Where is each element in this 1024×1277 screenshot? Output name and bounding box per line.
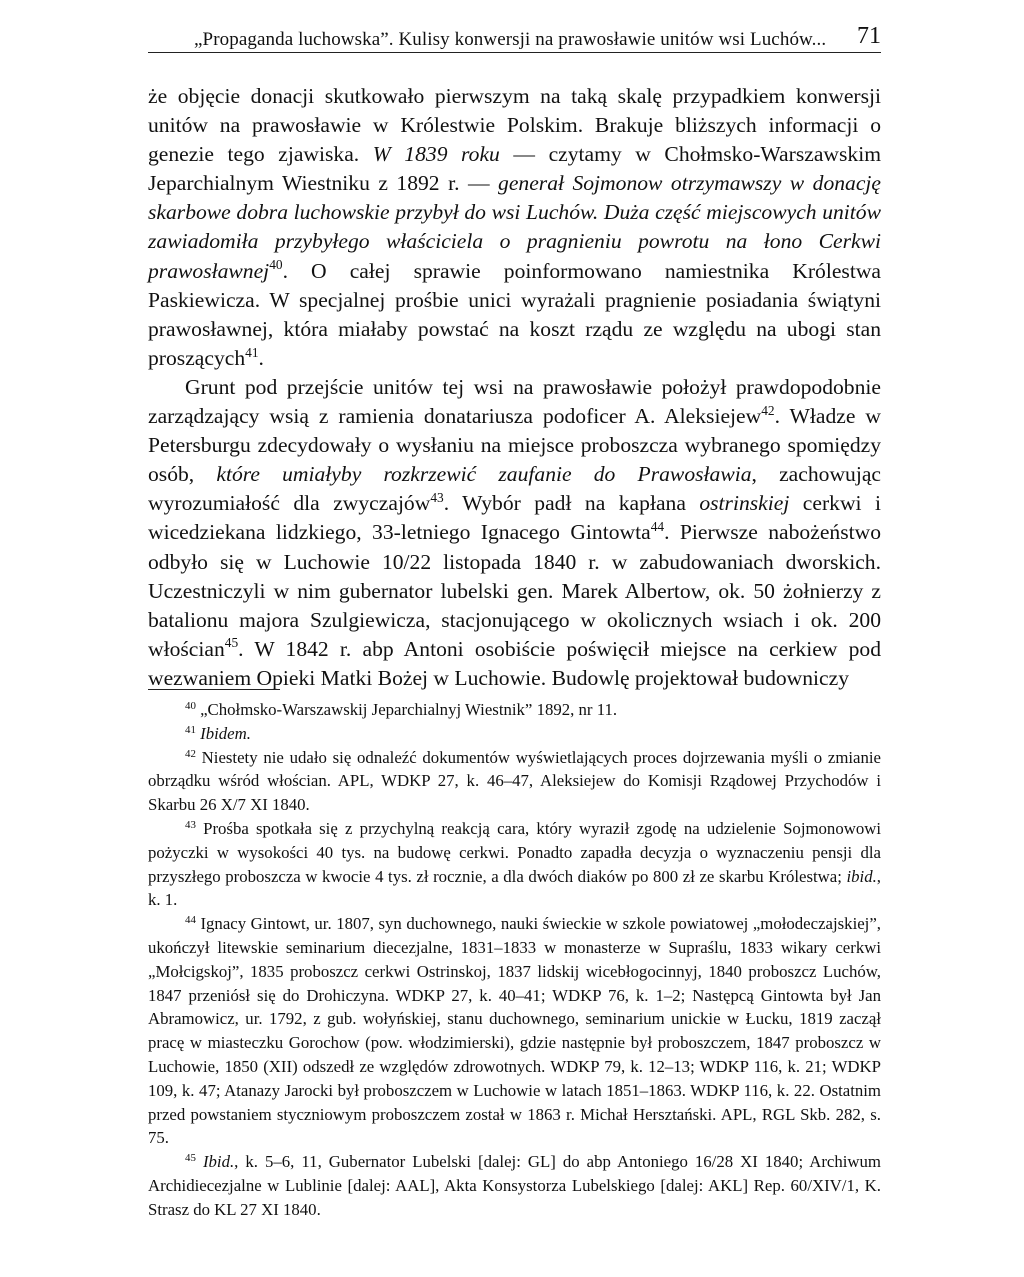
page-number: 71 [857,23,881,49]
footnote-44 [148,912,881,1150]
main-text [148,82,881,693]
paragraph [148,373,881,693]
text-run: . W 1842 r. abp Antoni osobiście poświęcił miejsce na cerkiew pod wezwaniem Opieki Matki Bożej w Luchowie. Budowlę projektował budowniczy [148,636,881,690]
footnote-number: 43 [185,818,196,831]
footnote-43 [148,817,881,912]
footnote-text: , k. 5–6, 11, Gubernator Lubelski [dalej: GL] do abp Antoniego 16/28 XI 1840; Archiwum Archidiecezjalne w Lublinie [dalej: AAL], Akta Konsystorza Lubelskiego [dalej: AKL] Rep. 60/XIV/1, K. Strasz do KL 27 XI 1840. [148,1152,881,1219]
text-run: . [258,345,264,370]
footnote-ref-43[interactable]: 43 [430,490,444,506]
footnote-number: 41 [185,723,196,736]
footnote-ref-41[interactable]: 41 [245,344,259,360]
footnote-ref-40[interactable]: 40 [269,257,283,273]
quotation-italic: które umiałyby rozkrzewić zaufanie do Prawosławia [216,462,752,487]
footnote-separator [148,689,280,690]
footnote-ref-44[interactable]: 44 [650,519,665,535]
footnote-42 [148,746,881,817]
footnote-text: Prośba spotkała się z przychylną reakcją cara, który wyraził zgodę na udzielenie Sojmonowowi pożyczki w wysokości 40 tys. na budowę cerkwi. Ponadto zapadła decyzja o wyznaczeniu pensji dla przyszłego proboszcza w kwocie 4 tys. zł rocznie, a dla dwóch diaków po 800 zł ze skarbu Królestwa; [148,818,881,886]
paragraph [148,82,881,373]
italic-run: W 1839 roku [372,142,500,167]
footnote-number: 44 [185,914,196,927]
footnote-text: Niestety nie udało się odnaleźć dokumentów wyświetlających proces dojrzewania myśli o zmianie obrządku wśród włościan. APL, WDKP 27, k. 46–47, Aleksiejew do Komisji Rządowej Przychodów i Skarbu 26 X/7 XI 1840. [148,747,881,815]
running-header [148,22,881,53]
text-run: . Pierwsze nabożeństwo odbyło się w Luchowie 10/22 listopada 1840 r. w zabudowaniach dworskich. Uczestniczyli w nim gubernator lubelski gen. Marek Albertow, ok. 50 żołnierzy z batalionu majora Szulgiewicza, stacjonującego w okolicznych wsiach i ok. 200 włościan [148,520,881,661]
footnote-text: Ibidem. [200,723,251,743]
footnote-41 [148,722,881,746]
footnote-40 [148,698,881,722]
footnote-ref-42[interactable]: 42 [761,402,775,418]
footnote-number: 40 [185,700,196,712]
footnotes [148,698,881,1222]
text-run: — czytamy w Chołmsko-Warszawskim Jeparchialnym Wiestniku z 1892 r. — [148,142,881,196]
text-run: . Wybór padł na kapłana [443,491,700,516]
footnote-45 [148,1150,881,1221]
footnote-text: Ignacy Gintowt, ur. 1807, syn duchownego, nauki świeckie w szkole powiatowej „mołodeczajskiej”, ukończył litewskie seminarium diecezjalne, 1831–1833 w monasterze w Supraślu, 1833 wikary cerkwi „Mołcigskoj”, 1835 proboszcz cerkwi Ostrinskoj, 1837 lidskij wicebłogocinnyj, 1840 proboszcz Luchów, 1847 przeniósł się do Drohiczyna. WDKP 27, k. 40–41; WDKP 76, k. 1–2; Następcą Gintowta był Jan Abramowicz, ur. 1792, z gub. wołyńskiej, stanu duchownego, seminarium unickie w Łucku, 1819 zaczął pracę w miasteczku Gorochow (pow. włodzimierski), gdzie następnie był proboszczem, 1847 proboszcz w Luchowie, 1850 (XII) odszedł ze względów zdrowotnych. WDKP 79, k. 12–13; WDKP 116, k. 21; WDKP 109, k. 47; Atanazy Jarocki był proboszczem w Luchowie w latach 1851–1863. WDKP 116, k. 22. Ostatnim przed powstaniem styczniowym proboszczem został w 1863 r. Michał Hersztański. APL, RGL Skb. 282, s. 75. [148,914,881,1148]
text-run: że objęcie donacji skutkowało pierwszym na taką skalę przypadkiem konwersji unitów na prawosławie w Królestwie Polskim. Brakuje bliższych informacji o genezie tego zjawiska. [148,84,881,167]
italic-run: ostrinskiej [699,491,790,516]
footnote-number: 42 [185,747,196,760]
footnote-text: , k. 1. [148,866,881,910]
text-run: Grunt pod przejście unitów tej wsi na prawosławie położył prawdopodobnie zarządzający wsią z ramienia donatariusza podoficer A. Aleksiejew [148,374,881,429]
text-run: , zachowując wyrozumiałość dla zwyczajów [148,462,881,516]
footnote-ibid: Ibid. [202,1152,235,1172]
quotation-italic: generał Sojmonow otrzymawszy w donację skarbowe dobra luchowskie przybył do wsi Luchów. Duża część miejscowych unitów zawiadomiła przybyłego właściciela o pragnieniu powrotu na łono Cerkwi prawosławnej [148,171,881,283]
text-run: . O całej sprawie poinformowano namiestnika Królestwa Paskiewicza. W specjalnej prośbie unici wyrażali pragnienie posiadania świątyni prawosławnej, która miałaby powstać na koszt rządu ze względu na ubogi stan proszących [148,258,881,370]
text-run: cerkwi i wicedziekana lidzkiego, 33-letniego Ignacego Gintowta [148,491,881,545]
footnote-ibid: ibid. [846,866,877,886]
text-run: . Władze w Petersburgu zdecydowały o wysłaniu na miejsce proboszcza wybranego spomiędzy osób, [148,404,881,487]
footnote-text: „Chołmsko-Warszawskij Jeparchialnyj Wiestnik” 1892, nr 11. [200,700,618,719]
footnote-ref-45[interactable]: 45 [224,635,239,651]
footnote-number: 45 [185,1152,196,1165]
running-title: „Propaganda luchowska”. Kulisy konwersji na prawosławie unitów wsi Luchów... [194,29,827,50]
